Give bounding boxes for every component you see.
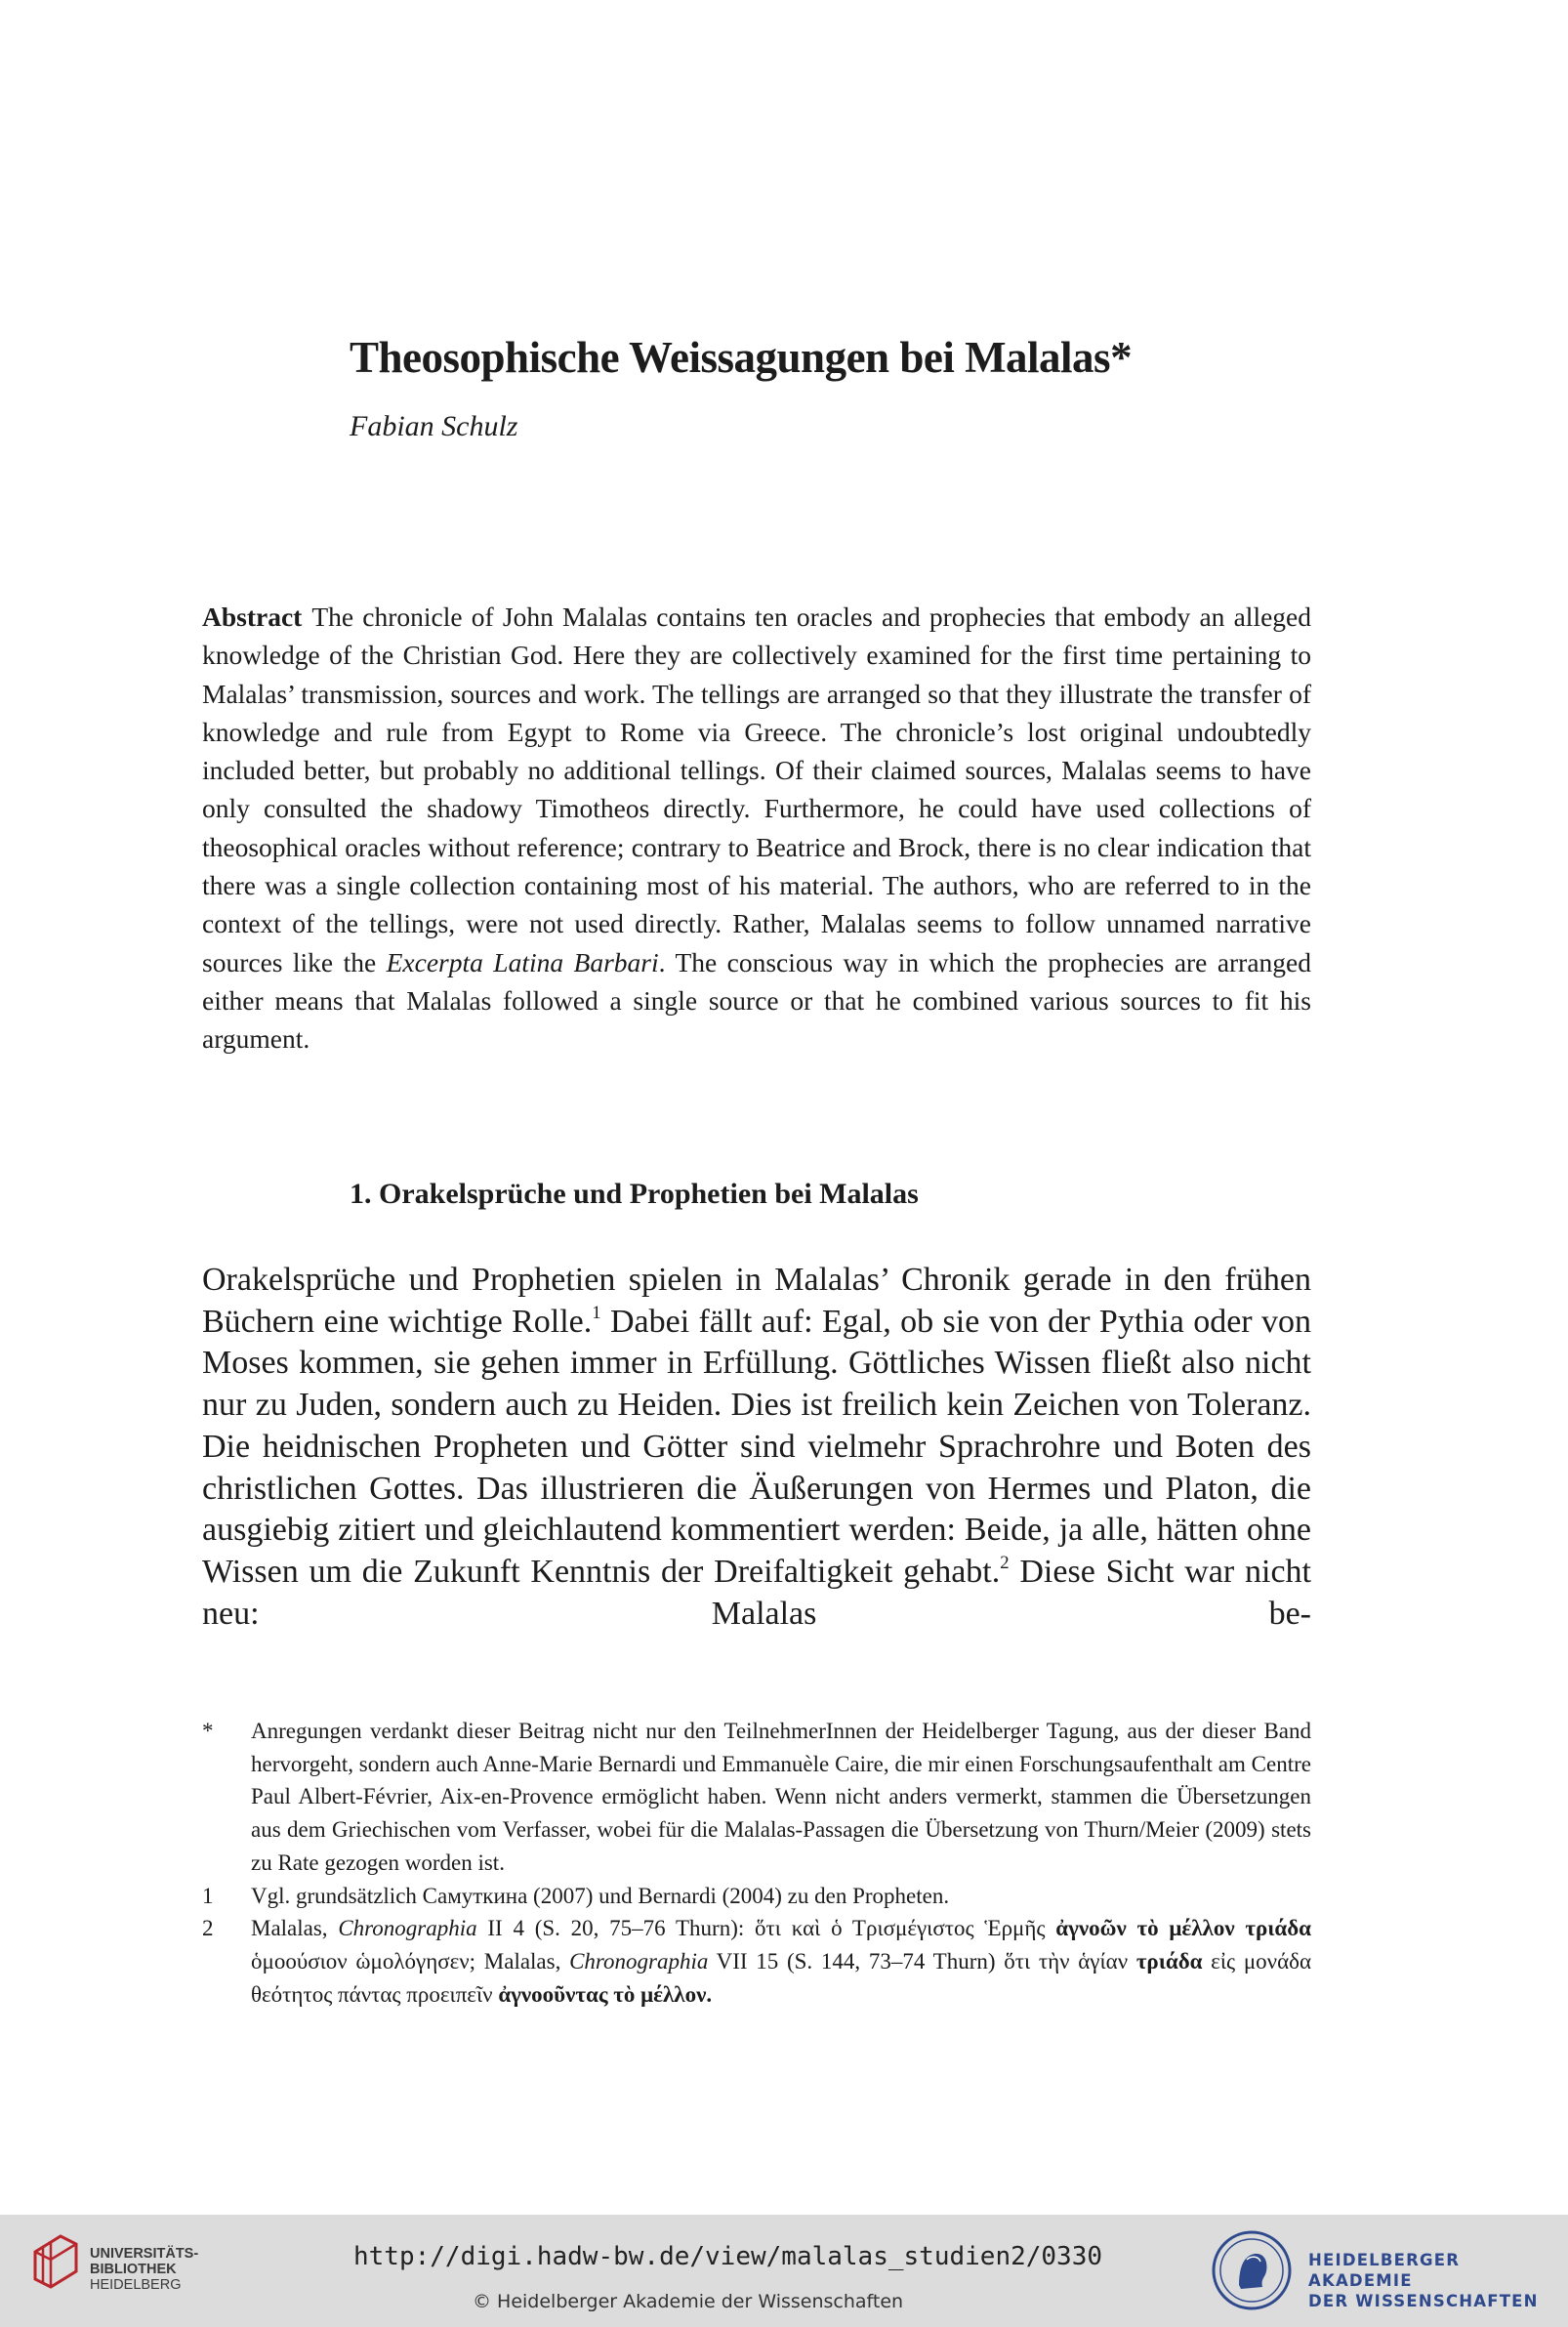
abstract-italic-title: Excerpta Latina Barbari (386, 946, 659, 977)
fn2-part: ὁμοούσιον ὡμολόγησεν; Malalas, (251, 1948, 570, 1974)
fn2-part: VII 15 (S. 144, 73–74 Thurn) ὅτι τὴν ἁγίαν (708, 1948, 1136, 1974)
fn2-part: Malalas, (251, 1916, 339, 1941)
abstract-text-end: . The conscious way in which the prophecies are arranged either means that Malalas followed a single source or that he combined various sources to fit his argument. (202, 946, 1311, 1055)
fn2-part: II 4 (S. 20, 75–76 Thurn): ὅτι καὶ ὁ Τρισμέγιστος Ἑρμῆς (476, 1916, 1056, 1941)
footnote-ref-1[interactable]: 1 (592, 1302, 601, 1323)
fn2-bold: ἀγνοοῦντας τὸ μέλλον. (498, 1981, 713, 2007)
body-text-2: Dabei fällt auf: Egal, ob sie von der Pythia oder von Moses kommen, sie gehen immer in Erfüllung. Göttliches Wissen fließt also nicht nur zu Juden, sondern auch zu Heiden. Dies ist freilich kein Zeichen von Toleranz. Die heidnischen Propheten und Götter sind vielmehr Sprachrohre und Boten des christlichen Gottes. Das illustrieren die Äußerungen von Hermes und Platon, die ausgiebig zitiert und gleichlautend kommentiert werden: Beide, ja alle, hätten ohne Wissen um die Zukunft Kenntnis der Dreifaltigkeit gehabt. (202, 1303, 1311, 1590)
footnote-2 (202, 1912, 1311, 2011)
academy-name (1308, 2250, 1568, 2311)
permalink-url[interactable]: http://digi.hadw-bw.de/view/malalas_studien2/0330 (353, 2242, 1103, 2271)
fn2-italic: Chronographia (569, 1948, 709, 1974)
footnote-mark: 2 (202, 1916, 214, 1941)
footnote-text: Vgl. grundsätzlich Самуткина (2007) und Bernardi (2004) zu den Propheten. (251, 1883, 950, 1908)
academy-seal-icon[interactable] (1212, 2230, 1292, 2310)
university-library-name (90, 2246, 198, 2293)
section-heading: 1. Orakelsprüche und Prophetien bei Malalas (350, 1178, 919, 1210)
fn2-italic: Chronographia (338, 1916, 477, 1941)
footnote-ref-2[interactable]: 2 (1000, 1552, 1010, 1573)
article-author: Fabian Schulz (350, 410, 518, 442)
footnote-text: Anregungen verdankt dieser Beitrag nicht nur den TeilnehmerInnen der Heidelberger Tagung, aus der dieser Band hervorgeht, sondern auch Anne-Marie Bernardi und Emmanuèle Caire, die mir einen Forschungsaufenthalt am Centre Paul Albert-Février, Aix-en-Provence ermöglicht haben. Wenn nicht anders vermerkt, stammen die Übersetzungen aus dem Griechischen vom Verfasser, wobei für die Malalas-Passagen die Übersetzung von Thurn/Meier (2009) stets zu Rate gezogen worden ist. (251, 1719, 1311, 1875)
academy-line: HEIDELBERGER AKADEMIE (1308, 2251, 1461, 2290)
footnote-mark: 1 (202, 1883, 214, 1908)
footnote-1 (202, 1880, 1311, 1913)
body-text-1: Orakelsprüche und Prophetien spielen in Malalas’ Chronik gerade in den frühen Büchern eine wichtige Rolle. (202, 1262, 1311, 1340)
academy-line: DER WISSENSCHAFTEN (1308, 2292, 1539, 2310)
abstract-label: Abstract (202, 602, 303, 632)
footnote-star (202, 1715, 1311, 1880)
footnote-text (251, 1912, 1311, 2011)
body-paragraph (202, 1260, 1311, 1635)
body-text-3: Diese Sicht war nicht neu: Malalas be- (202, 1553, 1311, 1632)
article-title: Theosophische Weissagungen bei Malalas* (350, 333, 1133, 382)
abstract-text: The chronicle of John Malalas contains ten oracles and prophecies that embody an alleged knowledge of the Christian God. Here they are collectively examined for the first time pertaining to Malalas’ transmission, sources and work. The tellings are arranged so that they illustrate the transfer of knowledge and rule from Egypt to Rome via Greece. The chronicle’s lost original undoubtedly included better, but probably no additional tellings. Of their claimed sources, Malalas seems to have only consulted the shadowy Timotheos directly. Furthermore, he could have used collections of theosophical oracles without reference; contrary to Beatrice and Brock, there is no clear indication that there was a single collection containing most of his material. The authors, who are referred to in the context of the tellings, were not used directly. Rather, Malalas seems to follow unnamed narrative sources like the (202, 602, 1311, 977)
footnotes (202, 1715, 1311, 2011)
footnote-mark: * (202, 1719, 214, 1743)
copyright-notice: © Heidelberger Akademie der Wissenschaften (473, 2291, 904, 2312)
library-line: UNIVERSITÄTS- (90, 2246, 199, 2262)
university-library-logo-icon[interactable] (31, 2232, 80, 2299)
footer-bar (0, 2215, 1568, 2327)
abstract (202, 598, 1311, 1059)
library-line: HEIDELBERG (90, 2277, 182, 2293)
fn2-bold: ἀγνοῶν τὸ μέλλον τριάδα (1055, 1916, 1312, 1941)
fn2-part: εἰς μονάδα θεότητος πάντας προειπεῖν (251, 1948, 1312, 2007)
library-line: BIBLIOTHEK (90, 2262, 177, 2277)
fn2-bold: τριάδα (1135, 1948, 1203, 1974)
